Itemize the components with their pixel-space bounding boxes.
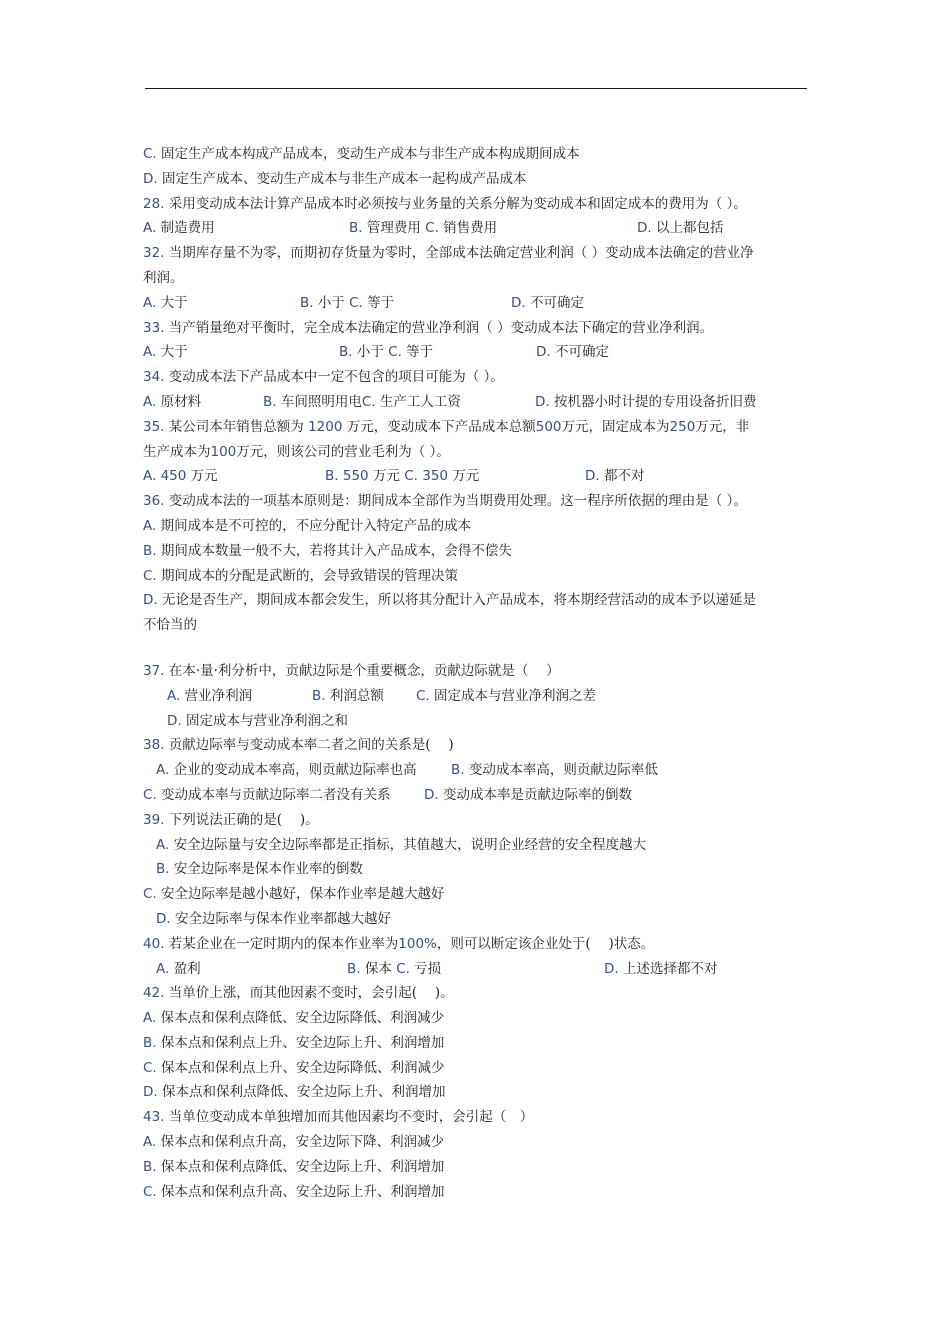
q34-option-b: 车间照明用电 [280, 393, 362, 410]
q36-option-a: A. 期间成本是不可控的，不应分配计入特定产品的成本 [143, 517, 472, 534]
q36-option-c: C. 期间成本的分配是武断的，会导致错误的管理决策 [143, 567, 459, 584]
q38-option-b: 变动成本率高，则贡献边际率低 [468, 762, 658, 779]
q37-option-a: 营业净利润 [184, 687, 253, 704]
q34-option-d: 按机器小时计提的专用设备折旧费 [553, 393, 757, 410]
q32-options: A. 大于 B. 小于 C. 等于 D. 不可确定 [143, 294, 584, 311]
q42-option-a: A. 保本点和保利点降低、安全边际降低、利润减少 [143, 1010, 445, 1027]
q28-option-b-label: B. [349, 220, 363, 237]
q39-option-c: C. 安全边际率是越小越好，保本作业率是越大越好 [143, 886, 445, 903]
q40-option-a: 盈利 [173, 960, 201, 977]
q28-stem: 28. 采用变动成本法计算产品成本时必须按与业务量的关系分解为变动成本和固定成本的费用为（ ）。 [143, 195, 747, 212]
q37-options-row1: A. 营业净利润 B. 利润总额 C. 固定成本与营业净利润之差 [167, 687, 597, 704]
q39-stem: 39. 下列说法正确的是( )。 [143, 811, 319, 828]
q34-options: A. 原材料 B. 车间照明用电C. 生产工人工资 D. 按机器小时计提的专用设备折旧费 [143, 393, 757, 410]
q36-option-d: D. 无论是否生产，期间成本都会发生，所以将其分配计入产品成本，将本期经营活动的成本予以递延是 [143, 592, 756, 609]
q28-option-c-label: C. [425, 220, 439, 237]
q36-option-d-cont: 不恰当的 [143, 617, 197, 634]
q36-stem: 36. 变动成本法的一项基本原则是：期间成本全部作为当期费用处理。这一程序所依据的理由是（ ）。 [143, 493, 747, 510]
q32-stem: 32. 当期库存量不为零，而期初存货量为零时，全部成本法确定营业利润（ ）变动成本法确定的营业净 [143, 245, 754, 262]
q28-option-d: 以上都包括 [655, 220, 724, 237]
q40-option-c: 亏损 [414, 960, 442, 977]
header-rule [145, 88, 807, 89]
document-body [143, 142, 813, 1204]
q39-option-b: B. 安全边际率是保本作业率的倒数 [156, 861, 363, 878]
q37-options-row2: D. 固定成本与营业净利润之和 [167, 712, 348, 729]
q35-option-c: 万元 [452, 468, 480, 485]
q35-stem-cont: 生产成本为100万元，则该公司的营业毛利为（ ）。 [143, 443, 450, 460]
q40-option-b: 保本 [364, 960, 392, 977]
q28-options [143, 216, 813, 241]
q36-option-b: B. 期间成本数量一般不大，若将其计入产品成本，会得不偿失 [143, 542, 512, 559]
q35-option-d: 都不对 [603, 468, 645, 485]
q34-option-c: 生产工人工资 [379, 393, 461, 410]
q40-option-d: 上述选择都不对 [622, 960, 718, 977]
q38-options-row2: C. 变动成本率与贡献边际率二者没有关系 D. 变动成本率是贡献边际率的倒数 [143, 786, 632, 803]
q38-options-row1: A. 企业的变动成本率高，则贡献边际率也高 B. 变动成本率高，则贡献边际率低 [156, 762, 658, 779]
q42-option-c: C. 保本点和保利点上升、安全边际降低、利润减少 [143, 1059, 445, 1076]
q37-stem: 37. 在本·量·利分析中，贡献边际是个重要概念，贡献边际就是（ ） [143, 662, 560, 679]
q37-option-c: 固定成本与营业净利润之差 [434, 687, 597, 704]
q38-option-a: 企业的变动成本率高，则贡献边际率也高 [173, 762, 417, 779]
q42-option-d: D. 保本点和保利点降低、安全边际上升、利润增加 [143, 1084, 446, 1101]
q28-option-a-label: A. [143, 220, 157, 237]
q40-stem: 40. 若某企业在一定时期内的保本作业率为100%，则可以断定该企业处于( )状态。 [143, 935, 655, 952]
q33-option-a: 大于 [160, 344, 188, 361]
q33-option-c: 等于 [406, 344, 434, 361]
q43-option-c: C. 保本点和保利点升高、安全边际上升、利润增加 [143, 1183, 445, 1200]
q34-stem: 34. 变动成本法下产品成本中一定不包含的项目可能为（ ）。 [143, 369, 504, 386]
q42-stem: 42. 当单价上涨，而其他因素不变时，会引起( )。 [143, 985, 454, 1002]
q35-stem: 35. 某公司本年销售总额为 1200 万元，变动成本下产品成本总额500万元，固定成本为250万元，非 [143, 418, 750, 435]
q33-option-d: 不可确定 [554, 344, 609, 361]
q28-option-a: 制造费用 [160, 220, 215, 237]
q38-option-c: 变动成本率与贡献边际率二者没有关系 [161, 786, 391, 803]
q27-option-d: D. 固定生产成本、变动生产成本与非生产成本一起构成产品成本 [143, 170, 527, 187]
q35-option-a: 万元 [190, 468, 218, 485]
q43-stem: 43. 当单位变动成本单独增加而其他因素均不变时，会引起（ ） [143, 1109, 534, 1126]
q35-options: A. 450 万元 B. 550 万元 C. 350 万元 D. 都不对 [143, 468, 645, 485]
section-gap [143, 638, 813, 659]
q27-option-c: C. 固定生产成本构成产品成本，变动生产成本与非生产成本构成期间成本 [143, 146, 580, 162]
q33-stem: 33. 当产销量绝对平衡时，完全成本法确定的营业净利润（ ）变动成本法下确定的营业净利润。 [143, 319, 714, 336]
q32-stem-cont: 利润。 [143, 269, 184, 286]
q33-option-b: 小于 [356, 344, 384, 361]
q32-option-d: 不可确定 [529, 294, 584, 311]
q43-option-b: B. 保本点和保利点降低、安全边际上升、利润增加 [143, 1158, 445, 1175]
q39-option-d: D. 安全边际率与保本作业率都越大越好 [156, 910, 391, 927]
q32-option-c: 等于 [367, 294, 395, 311]
q38-stem: 38. 贡献边际率与变动成本率二者之间的关系是( ) [143, 737, 454, 754]
q28-option-b: 管理费用 [366, 220, 421, 237]
q32-option-a: 大于 [160, 294, 188, 311]
q28-option-c: 销售费用 [443, 220, 498, 237]
q35-option-b: 万元 [372, 468, 400, 485]
q43-option-a: A. 保本点和保利点升高，安全边际下降、利润减少 [143, 1134, 445, 1151]
q40-options: A. 盈利 B. 保本 C. 亏损 D. 上述选择都不对 [156, 960, 718, 977]
q33-options: A. 大于 B. 小于 C. 等于 D. 不可确定 [143, 344, 609, 361]
q42-option-b: B. 保本点和保利点上升、安全边际上升、利润增加 [143, 1034, 445, 1051]
q34-option-a: 原材料 [160, 393, 202, 410]
q32-option-b: 小于 [317, 294, 345, 311]
q37-option-d: 固定成本与营业净利润之和 [185, 712, 348, 729]
q38-option-d: 变动成本率是贡献边际率的倒数 [442, 786, 632, 803]
q39-option-a: A. 安全边际量与安全边际率都是正指标，其值越大，说明企业经营的安全程度越大 [156, 836, 647, 853]
q37-option-b: 利润总额 [329, 687, 384, 704]
q28-option-d-label: D. [637, 220, 652, 237]
